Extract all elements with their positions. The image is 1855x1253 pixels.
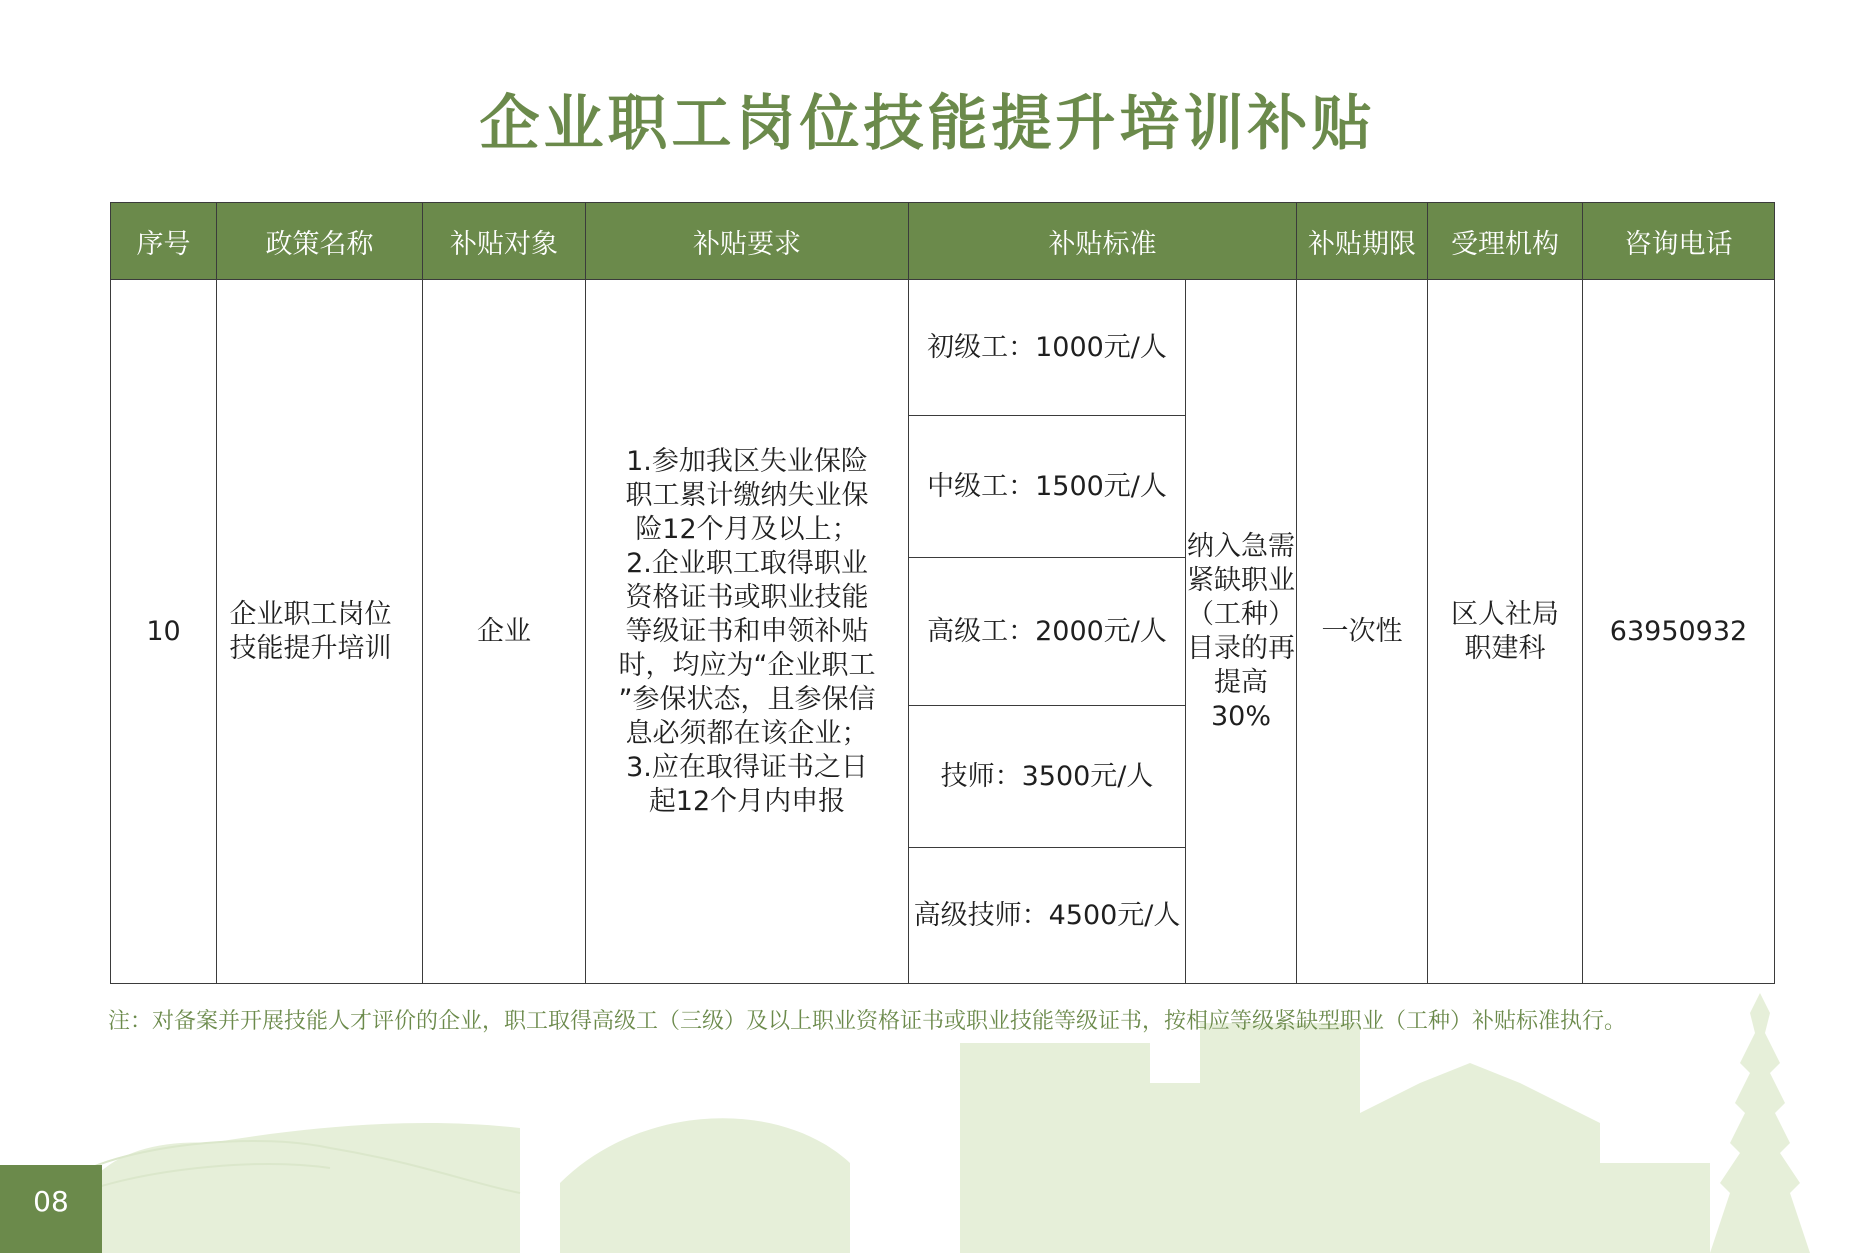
requirement-line: 职工累计缴纳失业保 <box>625 479 869 511</box>
note-line: 目录的再 <box>1187 632 1295 664</box>
skyline-illustration <box>0 953 1855 1253</box>
requirement-line: 时，均应为“企业职工 <box>618 649 876 681</box>
header-standard: 补贴标准 <box>909 203 1297 280</box>
agency-line: 区人社局 <box>1451 598 1559 630</box>
table-row <box>111 280 1775 416</box>
header-policy-name: 政策名称 <box>217 203 423 280</box>
header-agency: 受理机构 <box>1428 203 1583 280</box>
cell-requirements <box>586 280 909 984</box>
page-number: 08 <box>0 1165 102 1253</box>
table-header-row <box>111 203 1775 280</box>
header-period: 补贴期限 <box>1297 203 1428 280</box>
cell-target: 企业 <box>423 280 586 984</box>
requirement-line: 1.参加我区失业保险 <box>626 445 868 477</box>
note-line: 提高30% <box>1210 666 1271 732</box>
agency-line: 职建科 <box>1464 632 1546 664</box>
standard-senior: 高级工：2000元/人 <box>909 558 1186 706</box>
requirement-line: 资格证书或职业技能 <box>625 581 869 613</box>
requirement-line: 息必须都在该企业； <box>625 717 869 749</box>
standard-technician: 技师：3500元/人 <box>909 706 1186 848</box>
header-phone: 咨询电话 <box>1583 203 1775 280</box>
page-title: 企业职工岗位技能提升培训补贴 <box>479 89 1376 159</box>
cell-agency <box>1428 280 1583 984</box>
cell-standard-note <box>1186 280 1297 984</box>
header-requirements: 补贴要求 <box>586 203 909 280</box>
cell-phone: 63950932 <box>1583 280 1775 984</box>
requirement-line: 险12个月及以上； <box>635 513 859 545</box>
standard-senior-technician: 高级技师：4500元/人 <box>909 848 1186 984</box>
requirement-line: 2.企业职工取得职业 <box>626 547 868 579</box>
footnote: 注：对备案并开展技能人才评价的企业，职工取得高级工（三级）及以上职业资格证书或职业技能等级证书，按相应等级紧缺型职业（工种）补贴标准执行。 <box>108 1009 1627 1034</box>
header-target: 补贴对象 <box>423 203 586 280</box>
policy-name-text: 企业职工岗位技能提升培训 <box>229 598 392 664</box>
cell-index: 10 <box>111 280 217 984</box>
cell-policy-name <box>217 280 423 984</box>
policy-table <box>110 202 1775 984</box>
note-line: （工种） <box>1187 598 1295 630</box>
cell-period: 一次性 <box>1297 280 1428 984</box>
standard-intermediate: 中级工：1500元/人 <box>909 416 1186 558</box>
requirement-line: ”参保状态，且参保信 <box>618 683 876 715</box>
requirement-line: 起12个月内申报 <box>648 785 846 817</box>
requirement-line: 等级证书和申领补贴 <box>625 615 869 647</box>
requirement-line: 3.应在取得证书之日 <box>626 751 868 783</box>
standard-junior: 初级工：1000元/人 <box>909 280 1186 416</box>
note-line: 紧缺职业 <box>1187 564 1295 596</box>
header-index: 序号 <box>111 203 217 280</box>
note-line: 纳入急需 <box>1187 530 1295 562</box>
